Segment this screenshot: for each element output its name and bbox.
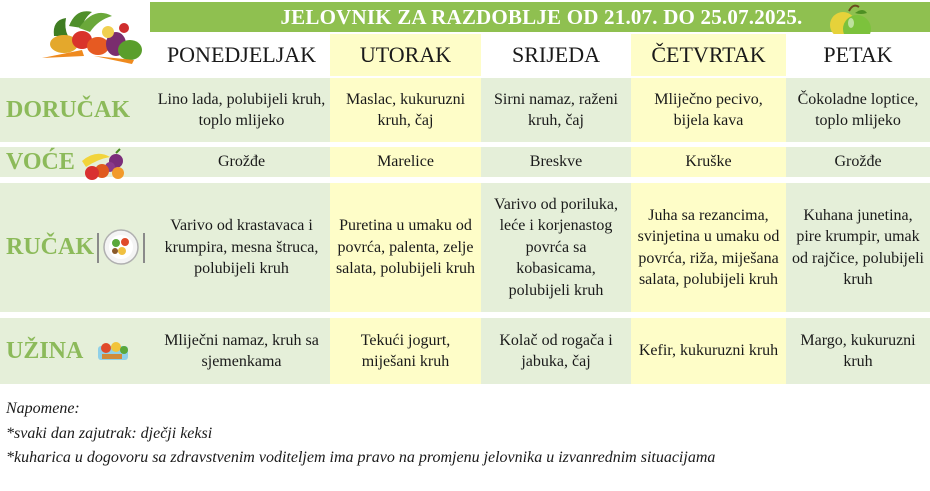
snack-label-text: UŽINA [6,337,84,364]
breakfast-label-text: DORUČAK [6,96,130,123]
menu-cell-fruit-wednesday: Breskve [481,147,631,177]
day-header-monday: PONEDJELJAK [153,34,330,76]
snack-icon [94,338,134,366]
menu-cell-snack-thursday: Kefir, kukuruzni kruh [631,318,786,384]
notes-heading: Napomene: [6,400,80,417]
day-header-thursday: ČETVRTAK [631,34,786,76]
menu-cell-lunch-tuesday: Puretina u umaku od povrća, palenta, zelje salata, polubijeli kruh [330,183,481,312]
vegetables-illustration-icon [24,6,150,68]
day-header-friday: PETAK [786,34,930,76]
meal-label-breakfast [0,78,153,142]
menu-cell-fruit-friday: Grožđe [786,147,930,177]
menu-cell-lunch-thursday: Juha sa rezancima, svinjetina u umaku od povrća, riža, miješana salata, polubijeli kruh [631,183,786,312]
meal-label-snack [0,318,153,384]
menu-cell-fruit-monday: Grožđe [153,147,330,177]
note-line: *svaki dan zajutrak: dječji keksi [6,424,213,442]
menu-cell-breakfast-monday: Lino lada, polubijeli kruh, toplo mlijeko [153,78,330,142]
fruit-bowl-icon [80,147,130,181]
notes-section [6,397,715,471]
lunch-label-text: RUČAK [6,234,94,260]
day-header-tuesday: UTORAK [330,34,481,76]
fruit-label-text: VOĆE [6,148,75,175]
menu-cell-lunch-friday: Kuhana junetina, pire krumpir, umak od rajčice, polubijeli kruh [786,183,930,312]
menu-cell-snack-wednesday: Kolač od rogača i jabuka, čaj [481,318,631,384]
menu-cell-lunch-wednesday: Varivo od poriluka, leće i korjenastog povrća sa kobasicama, polubijeli kruh [481,183,631,312]
menu-cell-snack-tuesday: Tekući jogurt, miješani kruh [330,318,481,384]
day-header-wednesday: SRIJEDA [481,34,631,76]
menu-cell-breakfast-thursday: Mliječno pecivo, bijela kava [631,78,786,142]
menu-cell-fruit-thursday: Kruške [631,147,786,177]
menu-cell-breakfast-wednesday: Sirni namaz, raženi kruh, čaj [481,78,631,142]
menu-cell-snack-friday: Margo, kukuruzni kruh [786,318,930,384]
meal-label-fruit [0,147,153,177]
menu-cell-breakfast-friday: Čokoladne loptice, toplo mlijeko [786,78,930,142]
menu-cell-snack-monday: Mliječni namaz, kruh sa sjemenkama [153,318,330,384]
meal-label-lunch [0,183,153,312]
menu-cell-breakfast-tuesday: Maslac, kukuruzni kruh, čaj [330,78,481,142]
page-title: JELOVNIK ZA RAZDOBLJE OD 21.07. DO 25.07.2025. [150,2,930,32]
menu-cell-lunch-monday: Varivo od krastavaca i krumpira, mesna štruca, polubijeli kruh [153,183,330,312]
menu-cell-fruit-tuesday: Marelice [330,147,481,177]
note-line: *kuharica u dogovoru sa zdravstvenim voditeljem ima pravo na promjenu jelovnika u izvanrednim situacijama [6,449,716,466]
plate-cutlery-icon [94,227,148,267]
